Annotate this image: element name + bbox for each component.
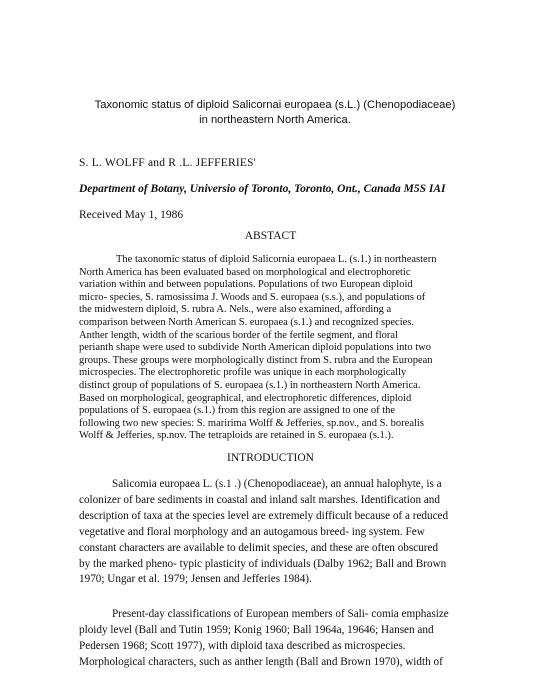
abstract-line: Wolff & Jefferies, sp.nov. The tetraploids are retained in S. europaea (s.1.). <box>79 430 394 442</box>
abstract-line: microspecies. The electrophoretic profile was unique in each morphologically <box>79 367 407 379</box>
abstract-heading: ABSTACT <box>244 230 297 242</box>
title-line-2: in northeastern North America. <box>199 114 351 126</box>
paragraph-line: Present-day classifications of European members of Sali- comia emphasize <box>112 608 449 620</box>
affiliation: Department of Botany, Universio of Toronto, Toronto, Ont., Canada M5S IAI <box>79 183 446 195</box>
paragraph-line: 1970; Ungar et al. 1979; Jensen and Jefferies 1984). <box>79 573 312 586</box>
abstract-line: North America has been evaluated based on morphological and electrophoretic <box>79 266 411 278</box>
paragraph-line: Salicomia europaea L. (s.1 .) (Chenopodiaceae), an annual halophyte, is a <box>112 478 442 490</box>
abstract-body <box>79 254 479 443</box>
paragraph-line: ploidy level (Ball and Tutin 1959; Konig 1960; Ball 1964a, 19646; Hansen and <box>79 623 434 636</box>
abstract-line: following two new species: S. maririma Wolff & Jefferies, sp.nov., and S. borealis <box>79 417 424 429</box>
paragraph-line: description of taxa at the species level are extremely difficult because of a reduced <box>79 509 449 522</box>
introduction-heading: INTRODUCTION <box>227 452 314 464</box>
intro-paragraph-1 <box>79 477 479 588</box>
paragraph-line: vegetative and floral morphology and an autogamous breed- ing system. Few <box>79 525 425 538</box>
abstract-line: comparison between North American S. europaea (s.1.) and recognized species. <box>79 316 415 328</box>
abstract-line: groups. These groups were morphologically distinct from S. rubra and the European <box>79 354 433 366</box>
abstract-line: Based on morphological, geographical, and electrophoretic differences, diploid <box>79 392 412 404</box>
title-line-1: Taxonomic status of diploid Salicornai europaea (s.L.) (Chenopodiaceae) <box>94 99 456 111</box>
abstract-line: populations of S. europaea (s.1.) from this region are assigned to one of the <box>79 405 396 417</box>
paragraph-line: Pedersen 1968; Scott 1977), with diploid taxa described as microspecies. <box>79 639 406 652</box>
received-date: Received May 1, 1986 <box>79 209 184 221</box>
abstract-line: micro- species, S. ramosissima J. Woods and S. europaea (s.s.), and populations of <box>79 291 426 303</box>
authors: S. L. WOLFF and R .L. JEFFERIES' <box>79 157 256 169</box>
abstract-line: The taxonomic status of diploid Salicornia europaea L. (s.1.) in northeastern <box>116 254 437 265</box>
abstract-line: Anther length, width of the scarious border of the fertile segment, and floral <box>79 329 398 341</box>
abstract-line: the midwestern diploid, S. rubra A. Nels., were also examined, affording a <box>79 304 392 316</box>
abstract-line: distinct group of populations of S. europaea (s.1.) in northeastern North America. <box>79 379 421 391</box>
intro-paragraph-2 <box>79 607 479 671</box>
paper-title <box>60 98 490 128</box>
abstract-line: perianth shape were used to subdivide North American diploid populations into two <box>79 342 431 354</box>
paragraph-line: Morphological characters, such as anther length (Ball and Brown 1970), width of <box>79 655 443 668</box>
paragraph-line: constant characters are available to delimit species, and these are often obscured <box>79 541 439 554</box>
paragraph-line: colonizer of bare sediments in coastal and inland salt marshes. Identification and <box>79 493 440 506</box>
abstract-line: variation within and between populations. Populations of two European diploid <box>79 279 413 291</box>
paragraph-line: by the marked pheno- typic plasticity of individuals (Dalby 1962; Ball and Brown <box>79 557 447 570</box>
